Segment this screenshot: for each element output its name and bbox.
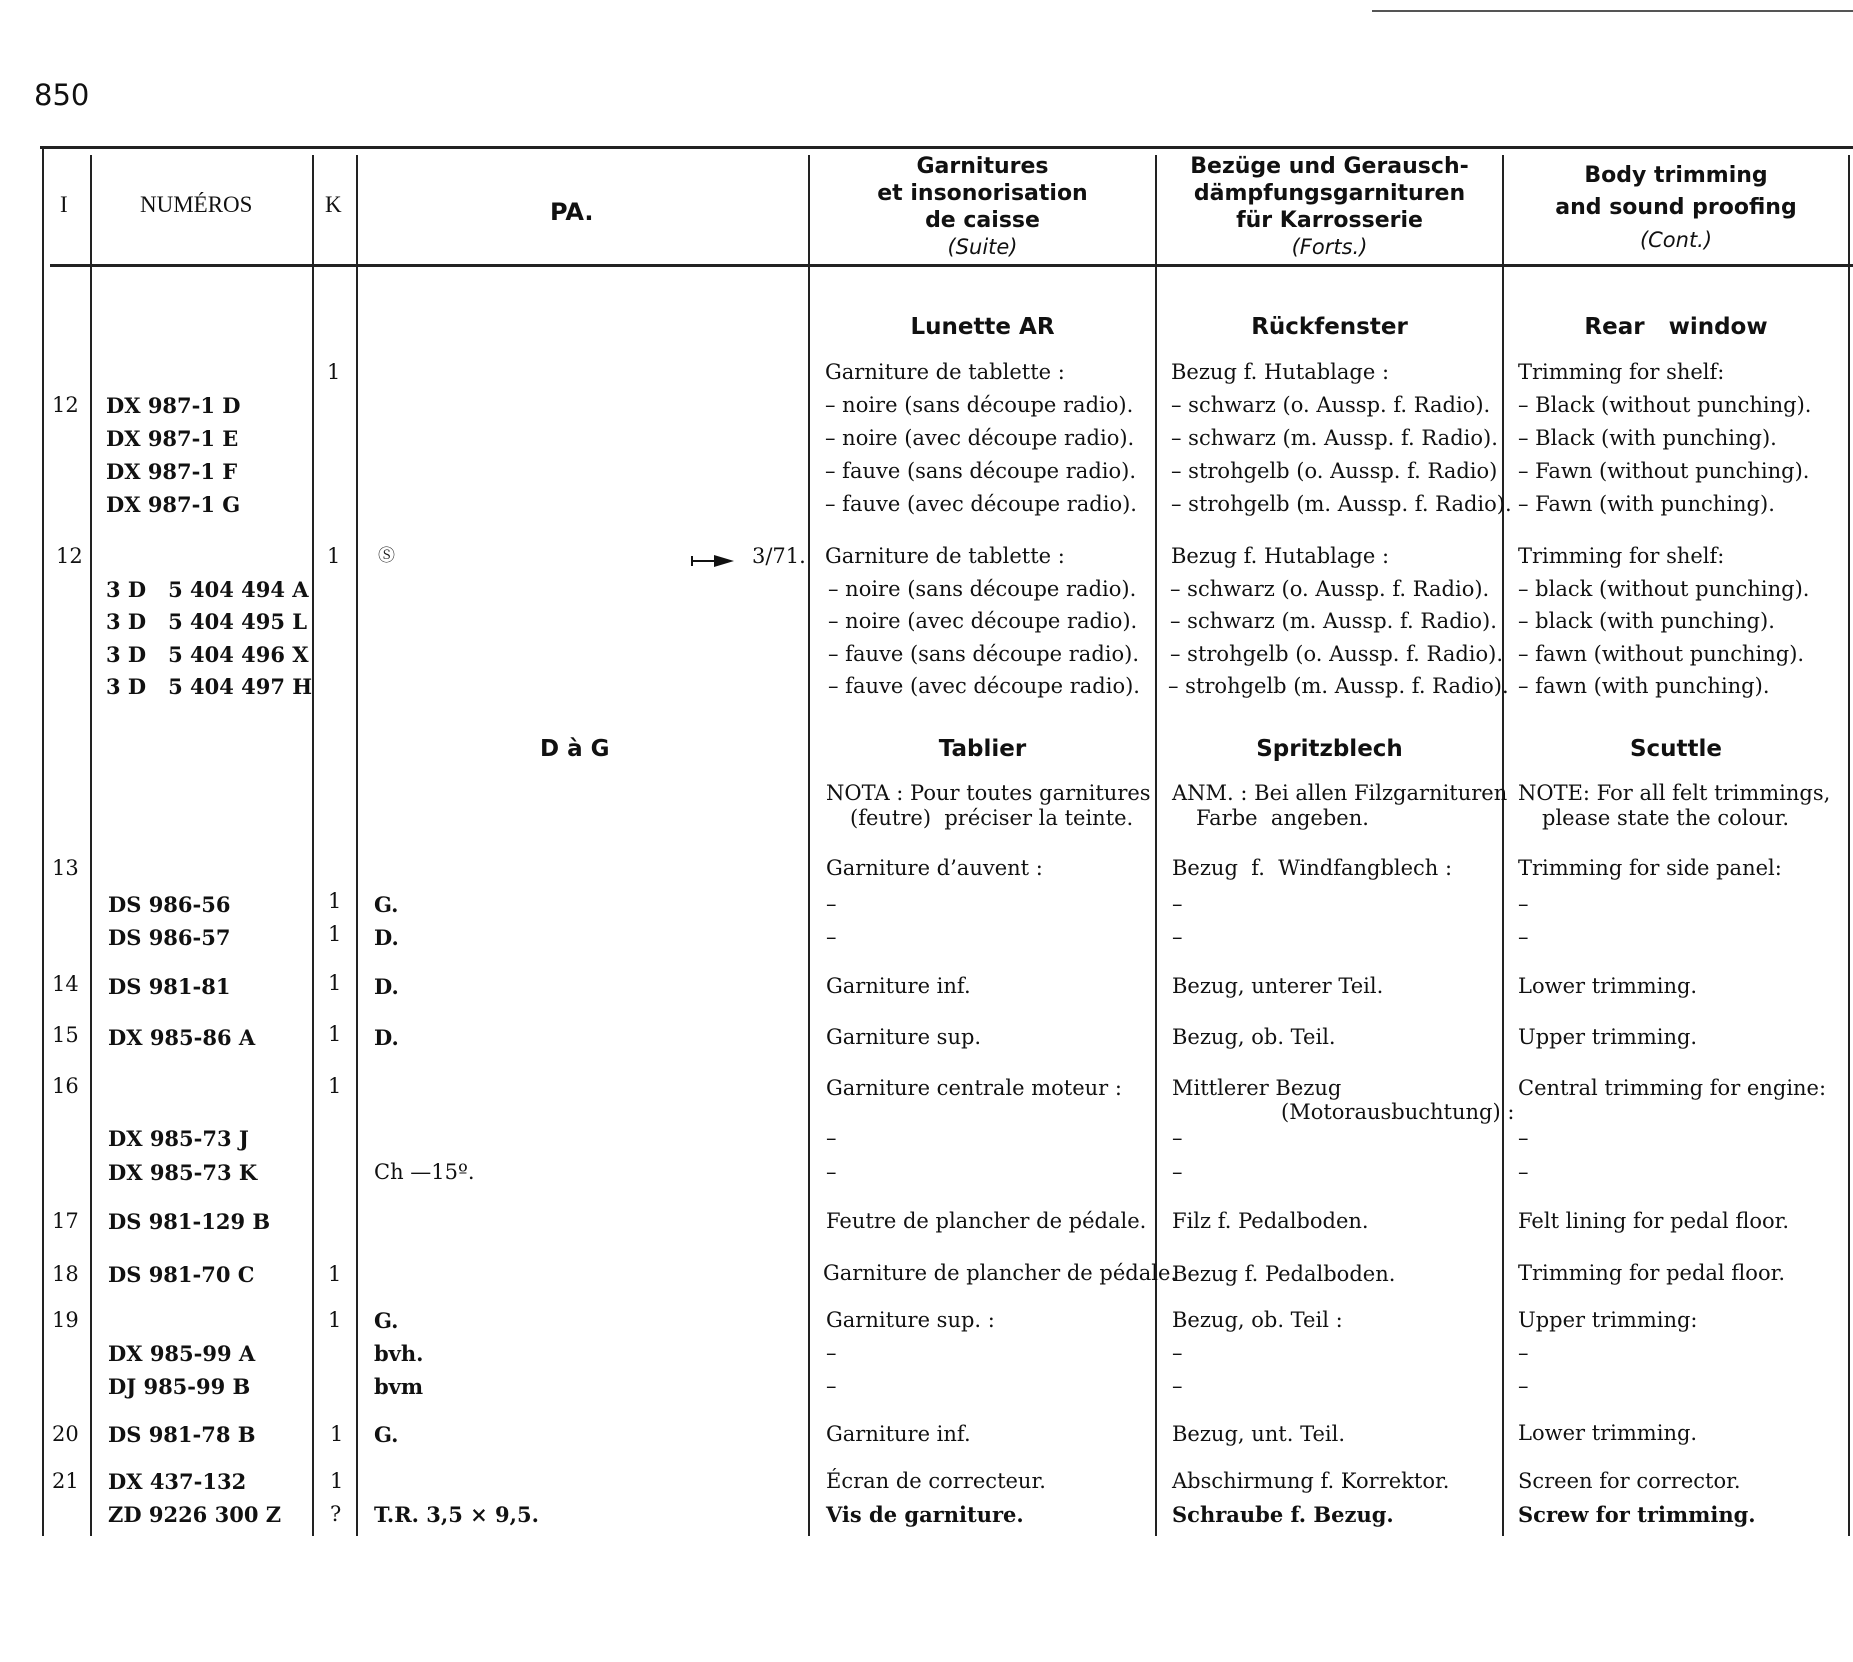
cell-de: – strohgelb (m. Aussp. f. Radio). <box>1168 674 1509 698</box>
cell-fr: – <box>826 1341 837 1365</box>
cell-i: 14 <box>52 972 79 996</box>
cell-en: Upper trimming: <box>1518 1308 1698 1332</box>
top-rule <box>1372 10 1853 12</box>
cell-pa: bvm <box>374 1374 424 1399</box>
cell-en: – <box>1518 892 1529 916</box>
header-french-line: Garnitures <box>916 154 1049 179</box>
cell-fr: – <box>826 892 837 916</box>
cell-pa: G. <box>374 1422 399 1447</box>
cell-part-number: DJ 985-99 B <box>108 1374 251 1399</box>
cell-de: Bezug, unt. Teil. <box>1172 1422 1345 1446</box>
cell-part-number: DX 437-132 <box>108 1469 247 1494</box>
cell-en: Trimming for side panel: <box>1518 856 1782 880</box>
cell-fr: Garniture inf. <box>826 974 971 998</box>
cell-part-number: DS 986-57 <box>108 925 231 950</box>
cell-i: 21 <box>52 1469 79 1493</box>
header-german-line: dämpfungsgarnituren <box>1193 181 1466 206</box>
header-german-sub: (Forts.) <box>1291 235 1368 259</box>
cell-k: 1 <box>328 971 342 995</box>
cell-pa: D. <box>374 925 399 950</box>
cell-de: – strohgelb (o. Aussp. f. Radio). <box>1170 642 1504 666</box>
cell-i: 12 <box>56 544 83 568</box>
cell-k: 1 <box>327 360 341 384</box>
header-french-line: de caisse <box>925 208 1040 233</box>
header-col-pa: PA. <box>550 198 594 226</box>
section-heading-fr: Tablier <box>938 736 1027 762</box>
arrow-right-icon <box>690 554 736 568</box>
cell-part-number: DS 981-81 <box>108 974 231 999</box>
cell-en: NOTE: For all felt trimmings, <box>1518 781 1831 805</box>
cell-de: Bezug f. Windfangblech : <box>1172 856 1453 880</box>
header-german-line: Bezüge und Gerausch- <box>1190 154 1469 179</box>
cell-k: ? <box>330 1502 342 1526</box>
header-col-numeros: NUMÉROS <box>140 192 253 217</box>
cell-fr: – noire (avec découpe radio). <box>828 609 1138 633</box>
section-heading-pa: D à G <box>540 736 610 762</box>
cell-fr: – fauve (sans découpe radio). <box>825 459 1137 483</box>
cell-i: 12 <box>52 393 79 417</box>
cell-part-number: DS 981-70 C <box>108 1262 255 1287</box>
s-circle-icon: Ⓢ <box>378 546 395 566</box>
cell-pa: T.R. 3,5 × 9,5. <box>374 1502 539 1527</box>
cell-k: 1 <box>328 1074 342 1098</box>
column-divider <box>1155 155 1157 1536</box>
cell-en: Upper trimming. <box>1518 1025 1698 1049</box>
cell-fr: Garniture de tablette : <box>825 544 1065 568</box>
cell-fr: Vis de garniture. <box>826 1502 1024 1527</box>
cell-part-number: DX 987-1 E <box>106 426 239 451</box>
cell-de: – <box>1172 1126 1183 1150</box>
cell-en: please state the colour. <box>1542 806 1790 830</box>
header-col-k: K <box>325 192 342 217</box>
header-french <box>810 153 1155 261</box>
cell-i: 20 <box>52 1422 79 1446</box>
cell-i: 19 <box>52 1308 79 1332</box>
cell-en: – <box>1518 925 1529 949</box>
cell-pa: G. <box>374 1308 399 1333</box>
cell-de: Bezug f. Hutablage : <box>1171 544 1390 568</box>
cell-pa: D. <box>374 974 399 999</box>
cell-fr: – noire (sans découpe radio). <box>828 577 1137 601</box>
cell-fr: Garniture sup. <box>826 1025 982 1049</box>
cell-fr: Garniture d’auvent : <box>826 856 1043 880</box>
cell-part-number: DX 987-1 D <box>106 393 241 418</box>
cell-de: – schwarz (m. Aussp. f. Radio). <box>1171 426 1498 450</box>
cell-fr: – noire (sans découpe radio). <box>825 393 1134 417</box>
cell-i: 17 <box>52 1209 79 1233</box>
section-heading-fr: Lunette AR <box>910 314 1055 340</box>
cell-de: – strohgelb (m. Aussp. f. Radio). <box>1171 492 1512 516</box>
cell-part-number: DX 987-1 F <box>106 459 238 484</box>
cell-en: Central trimming for engine: <box>1518 1076 1827 1100</box>
header-bottom-rule <box>50 264 1853 267</box>
header-english-sub: (Cont.) <box>1639 228 1713 252</box>
cell-part-number: ZD 9226 300 Z <box>108 1502 282 1527</box>
cell-en: Trimming for pedal floor. <box>1518 1261 1786 1285</box>
cell-en: Screen for corrector. <box>1518 1469 1741 1493</box>
cell-fr: – <box>826 1374 837 1398</box>
header-english <box>1504 160 1848 256</box>
cell-en: Lower trimming. <box>1518 974 1698 998</box>
cell-part-number: 3 D 5 404 496 X <box>106 642 309 667</box>
cell-fr: Garniture centrale moteur : <box>826 1076 1122 1100</box>
cell-de: – strohgelb (o. Aussp. f. Radio) <box>1171 459 1498 483</box>
cell-fr: – fauve (avec découpe radio). <box>825 492 1137 516</box>
cell-en: – black (without punching). <box>1518 577 1810 601</box>
cell-pa: Ch —15º. <box>374 1160 475 1184</box>
header-german <box>1157 153 1502 261</box>
cell-fr: Garniture inf. <box>826 1422 971 1446</box>
cell-en: – <box>1518 1341 1529 1365</box>
cell-i: 18 <box>52 1262 79 1286</box>
cell-en: – black (with punching). <box>1518 609 1775 633</box>
cell-pa: D. <box>374 1025 399 1050</box>
cell-i: 15 <box>52 1023 79 1047</box>
cell-en: Lower trimming. <box>1518 1421 1698 1445</box>
cell-en: Trimming for shelf: <box>1518 544 1725 568</box>
cell-part-number: DX 985-73 J <box>108 1126 249 1151</box>
cell-de: Bezug, ob. Teil : <box>1172 1308 1343 1332</box>
cell-en: – fawn (with punching). <box>1518 674 1770 698</box>
cell-de: – <box>1172 892 1183 916</box>
cell-part-number: 3 D 5 404 494 A <box>106 577 309 602</box>
cell-i: 16 <box>52 1074 79 1098</box>
cell-en: Felt lining for pedal floor. <box>1518 1209 1790 1233</box>
cell-k: 1 <box>328 889 342 913</box>
column-divider <box>356 155 358 1536</box>
cell-fr: – <box>826 1160 837 1184</box>
cell-de: – <box>1172 1341 1183 1365</box>
cell-fr: – fauve (sans découpe radio). <box>828 642 1140 666</box>
column-divider <box>1502 155 1504 1536</box>
cell-en: – Black (with punching). <box>1518 426 1777 450</box>
cell-pa: G. <box>374 892 399 917</box>
cell-k: 1 <box>327 544 341 568</box>
cell-de: – schwarz (o. Aussp. f. Radio). <box>1170 577 1490 601</box>
cell-part-number: 3 D 5 404 497 H <box>106 674 313 699</box>
cell-de: – <box>1172 1160 1183 1184</box>
cell-en: – Fawn (with punching). <box>1518 492 1775 516</box>
cell-k: 1 <box>330 1469 344 1493</box>
cell-en: – <box>1518 1374 1529 1398</box>
cell-de: Bezug f. Pedalboden. <box>1172 1262 1396 1286</box>
cell-fr: – <box>826 1126 837 1150</box>
cell-de: Filz f. Pedalboden. <box>1172 1209 1369 1233</box>
cell-part-number: DX 987-1 G <box>106 492 241 517</box>
header-col-i: I <box>60 192 68 217</box>
cell-en: – <box>1518 1160 1529 1184</box>
cell-part-number: DX 985-73 K <box>108 1160 258 1185</box>
table-top-rule <box>40 146 1853 149</box>
cell-en: Screw for trimming. <box>1518 1502 1756 1527</box>
cell-de: Abschirmung f. Korrektor. <box>1172 1469 1450 1493</box>
cell-fr: NOTA : Pour toutes garnitures <box>826 781 1151 805</box>
cell-fr: Feutre de plancher de pédale. <box>826 1209 1147 1233</box>
cell-de: Bezug f. Hutablage : <box>1171 360 1390 384</box>
cell-fr: (feutre) préciser la teinte. <box>850 806 1134 830</box>
cell-de: (Motorausbuchtung) : <box>1281 1100 1515 1124</box>
cell-de: Bezug, ob. Teil. <box>1172 1025 1336 1049</box>
cell-de: Schraube f. Bezug. <box>1172 1502 1394 1527</box>
cell-i: 13 <box>52 856 79 880</box>
cell-k: 1 <box>328 1262 342 1286</box>
cell-part-number: DX 985-99 A <box>108 1341 256 1366</box>
cell-de: – <box>1172 925 1183 949</box>
cell-de: – <box>1172 1374 1183 1398</box>
cell-de: ANM. : Bei allen Filzgarnituren <box>1172 781 1508 805</box>
cell-de: Bezug, unterer Teil. <box>1172 974 1384 998</box>
cell-de: – schwarz (m. Aussp. f. Radio). <box>1170 609 1497 633</box>
cell-fr: Garniture de plancher de pédale. <box>823 1261 1178 1285</box>
column-divider <box>1848 155 1850 1536</box>
header-french-line: et insonorisation <box>877 181 1088 206</box>
cell-en: Trimming for shelf: <box>1518 360 1725 384</box>
header-french-sub: (Suite) <box>947 235 1018 259</box>
cell-fr: Écran de correcteur. <box>826 1469 1046 1493</box>
cell-part-number: 3 D 5 404 495 L <box>106 609 308 634</box>
header-german-line: für Karrosserie <box>1236 208 1423 233</box>
cell-part-number: DS 981-129 B <box>108 1209 271 1234</box>
cell-k: 1 <box>328 922 342 946</box>
cell-fr: – <box>826 925 837 949</box>
section-heading-en: Rear window <box>1584 314 1768 340</box>
cell-en: – <box>1518 1126 1529 1150</box>
section-heading-en: Scuttle <box>1629 736 1723 762</box>
cell-en: – fawn (without punching). <box>1518 642 1805 666</box>
cell-pa: bvh. <box>374 1341 424 1366</box>
cell-fr: Garniture de tablette : <box>825 360 1065 384</box>
column-divider <box>42 146 44 1536</box>
cell-part-number: DS 981-78 B <box>108 1422 256 1447</box>
page-number: 850 <box>34 78 90 112</box>
cell-k: 1 <box>328 1308 342 1332</box>
cell-fr: Garniture sup. : <box>826 1308 995 1332</box>
cell-de: Farbe angeben. <box>1196 806 1369 830</box>
column-divider <box>90 155 92 1536</box>
cell-en: – Fawn (without punching). <box>1518 459 1810 483</box>
cell-fr: – noire (avec découpe radio). <box>825 426 1135 450</box>
cell-k: 1 <box>328 1022 342 1046</box>
cell-de: – schwarz (o. Aussp. f. Radio). <box>1171 393 1491 417</box>
column-divider <box>312 155 314 1536</box>
cell-fr: – fauve (avec découpe radio). <box>828 674 1140 698</box>
header-english-line: Body trimming <box>1584 163 1768 188</box>
section-heading-de: Rückfenster <box>1251 314 1408 340</box>
cell-part-number: DS 986-56 <box>108 892 231 917</box>
header-english-line: and sound proofing <box>1555 195 1797 220</box>
cell-en: – Black (without punching). <box>1518 393 1812 417</box>
column-divider <box>808 155 810 1536</box>
section-heading-de: Spritzblech <box>1256 736 1403 762</box>
cell-de: Mittlerer Bezug <box>1172 1076 1342 1100</box>
cell-pa-date: 3/71. <box>752 544 806 568</box>
cell-k: 1 <box>330 1422 344 1446</box>
cell-part-number: DX 985-86 A <box>108 1025 256 1050</box>
